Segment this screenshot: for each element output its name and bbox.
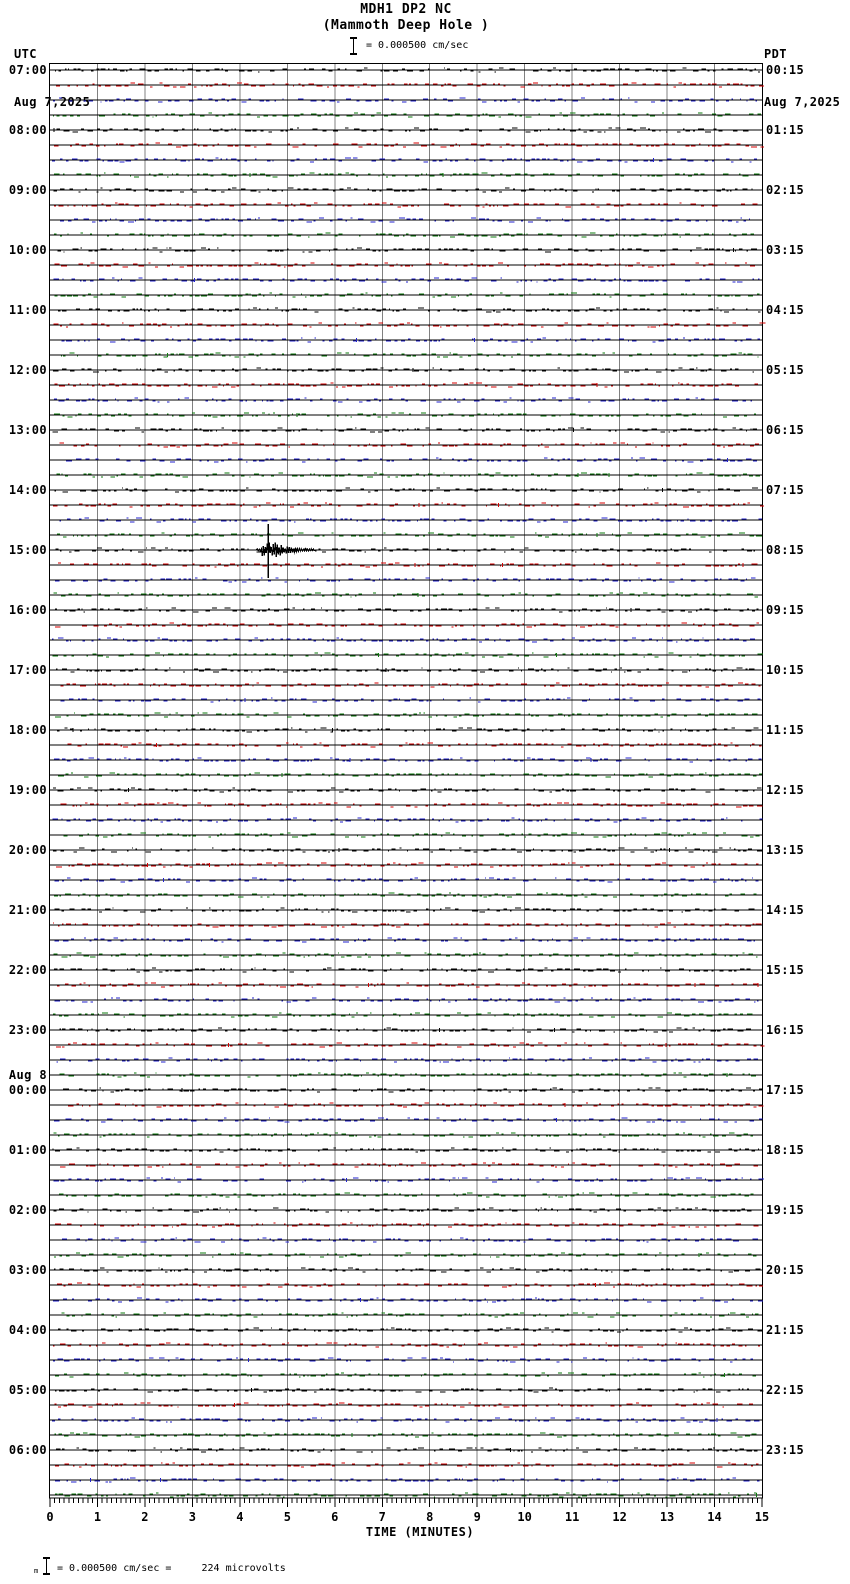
hour-label-left: 03:00 — [8, 1263, 47, 1277]
hour-label-left: 01:00 — [8, 1143, 47, 1157]
station-subtitle: (Mammoth Deep Hole ) — [322, 18, 490, 33]
hour-label-right: 19:15 — [766, 1203, 805, 1217]
date-rollover-label: Aug 8 — [8, 1068, 47, 1082]
hour-label-left: 19:00 — [8, 783, 47, 797]
hour-label-right: 08:15 — [766, 543, 805, 557]
footer-scale-ibeam-icon — [43, 1557, 50, 1575]
hour-label-left: 05:00 — [8, 1383, 47, 1397]
hour-label-left: 04:00 — [8, 1323, 47, 1337]
hour-label-right: 13:15 — [766, 843, 805, 857]
x-tick-label: 6 — [331, 1510, 339, 1524]
hour-label-left: 20:00 — [8, 843, 47, 857]
hour-label-right: 12:15 — [766, 783, 805, 797]
x-tick-label: 0 — [46, 1510, 54, 1524]
hour-label-left: 21:00 — [8, 903, 47, 917]
x-tick-label: 14 — [707, 1510, 722, 1524]
hour-label-right: 07:15 — [766, 483, 805, 497]
x-tick-label: 10 — [517, 1510, 532, 1524]
hour-label-right: 01:15 — [766, 123, 805, 137]
timezone-left-label: UTC — [14, 47, 37, 61]
x-tick-label: 2 — [141, 1510, 149, 1524]
hour-label-left: 08:00 — [8, 123, 47, 137]
footer-scale-text: = 0.000500 cm/sec = 224 microvolts — [57, 1563, 286, 1574]
x-tick-label: 4 — [236, 1510, 244, 1524]
hour-label-right: 10:15 — [766, 663, 805, 677]
hour-label-left: 14:00 — [8, 483, 47, 497]
hour-label-right: 00:15 — [766, 63, 805, 77]
hour-label-left: 12:00 — [8, 363, 47, 377]
hour-label-right: 20:15 — [766, 1263, 805, 1277]
hour-label-right: 11:15 — [766, 723, 805, 737]
hour-label-right: 17:15 — [766, 1083, 805, 1097]
date-left-label: Aug 7,2025 — [14, 95, 91, 109]
hour-label-left: 17:00 — [8, 663, 47, 677]
x-tick-label: 12 — [612, 1510, 627, 1524]
hour-label-right: 03:15 — [766, 243, 805, 257]
hour-label-right: 04:15 — [766, 303, 805, 317]
hour-label-right: 15:15 — [766, 963, 805, 977]
hour-label-right: 23:15 — [766, 1443, 805, 1457]
hour-label-left: 07:00 — [8, 63, 47, 77]
hour-label-right: 22:15 — [766, 1383, 805, 1397]
x-tick-label: 7 — [378, 1510, 386, 1524]
hour-label-left: 13:00 — [8, 423, 47, 437]
scale-label: = 0.000500 cm/sec — [366, 40, 469, 51]
hour-label-right: 21:15 — [766, 1323, 805, 1337]
x-tick-label: 1 — [93, 1510, 102, 1524]
hour-label-right: 06:15 — [766, 423, 805, 437]
timezone-right-label: PDT — [764, 47, 787, 61]
hour-label-left: 23:00 — [8, 1023, 47, 1037]
x-axis-title: TIME (MINUTES) — [365, 1525, 475, 1539]
hour-label-left: 09:00 — [8, 183, 47, 197]
date-right-label: Aug 7,2025 — [764, 95, 841, 109]
hour-label-left: 18:00 — [8, 723, 47, 737]
x-tick-label: 5 — [283, 1510, 291, 1524]
hour-label-left: 06:00 — [8, 1443, 47, 1457]
hour-label-left: 02:00 — [8, 1203, 47, 1217]
hour-label-right: 05:15 — [766, 363, 805, 377]
hour-label-right: 18:15 — [766, 1143, 805, 1157]
hour-label-left: 15:00 — [8, 543, 47, 557]
x-tick-label: 9 — [473, 1510, 481, 1524]
hour-label-right: 16:15 — [766, 1023, 805, 1037]
x-tick-label: 3 — [188, 1510, 196, 1524]
hour-label-left: 22:00 — [8, 963, 47, 977]
x-tick-label: 13 — [659, 1510, 675, 1524]
hour-label-right: 02:15 — [766, 183, 805, 197]
hour-label-left: 16:00 — [8, 603, 47, 617]
hour-label-right: 14:15 — [766, 903, 805, 917]
x-tick-label: 15 — [754, 1510, 770, 1524]
station-title: MDH1 DP2 NC — [360, 2, 452, 17]
x-tick-label: 11 — [564, 1510, 580, 1524]
hour-label-left: 00:00 — [8, 1083, 47, 1097]
hour-label-left: 11:00 — [8, 303, 47, 317]
footer-prefix-glyph: m — [34, 1567, 39, 1575]
hour-label-right: 09:15 — [766, 603, 805, 617]
hour-label-left: 10:00 — [8, 243, 47, 257]
x-tick-label: 8 — [426, 1510, 434, 1524]
